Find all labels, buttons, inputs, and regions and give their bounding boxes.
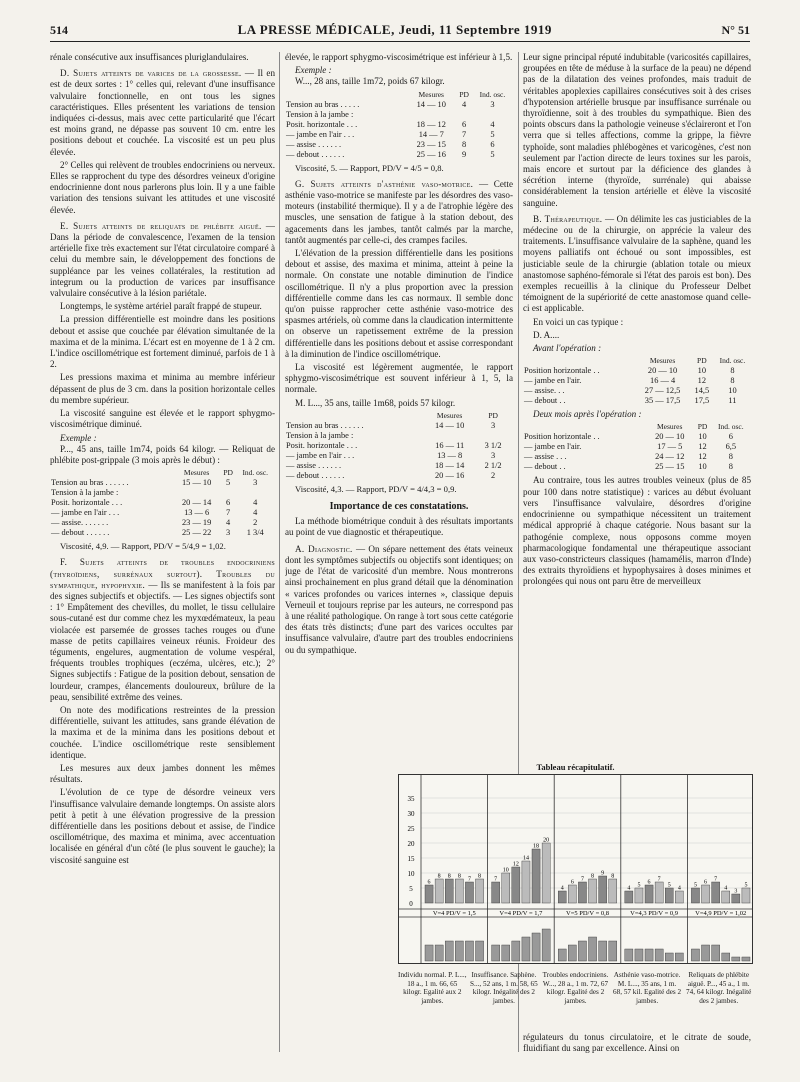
osc-bar bbox=[568, 945, 576, 961]
osc-bar bbox=[691, 949, 699, 961]
measure-table: Mesures PD Ind. osc. Position horizontale . . 20 — 10 10 8 — jambe en l'air. 16 — 4 12 8 — assise. . . 27 — 12,5 14,5 10 — debout . . 35 — 17,5 17,5 11 bbox=[524, 356, 746, 406]
case-description: P..., 45 ans, taille 1m74, poids 64 kilogr. — Reliquat de phlébite post-grippale (3 mois après le début) : bbox=[50, 443, 275, 465]
osc-bar bbox=[558, 949, 566, 961]
data-label: 7 bbox=[580, 876, 584, 883]
pd-bar bbox=[609, 879, 617, 903]
ratio-line: Viscosité, 4,3. — Rapport, PD/V = 4/4,3 = 0,9. bbox=[295, 483, 457, 494]
data-label: 18 bbox=[533, 843, 540, 850]
osc-bar bbox=[465, 941, 473, 961]
pd-bar bbox=[599, 876, 607, 903]
pd-bar bbox=[742, 888, 750, 903]
paragraph: Leur signe principal réputé indubitable (varicosités capillaires, groupées en tête de méduse à la surface de la peau) ne dépend pas de la dilatation des veines profondes, mais traduit de véritables apoplexies capillaires consécutives soit à des crises d'hypotension artérielle brusque par insuffisance surrénale ou thyroïdienne, soit à des troubles du sympathique. Bien des points obscurs dans la pathologie veineuse s'éclaireront et l'on verra que si telles affections, comme la grippe, la fièvre typhoïde, sont maladies phlébogènes et varicogènes, c'est non seulement par l'action directe de leurs toxines sur les parois, mais encore et surtout par la déficience des glandes à sécrétion interne (thyroïde, surrénale) qui abaisse considérablement la tension artérielle et élève la viscosité sanguine. bbox=[523, 52, 751, 208]
table-label: Avant l'opération : bbox=[533, 343, 602, 354]
data-label: 4 bbox=[560, 885, 564, 892]
pd-bar bbox=[455, 879, 463, 903]
pd-bar bbox=[635, 888, 643, 903]
pd-bar bbox=[502, 873, 510, 903]
osc-bar bbox=[742, 957, 750, 961]
data-label: 6 bbox=[704, 879, 708, 886]
osc-bar bbox=[532, 933, 540, 961]
section-heading: A. Diagnostic. bbox=[295, 543, 353, 554]
osc-bar bbox=[589, 937, 597, 961]
measure-table: Mesures PD Tension au bras . . . . . . 14 — 10 3 Tension à la jambe : Posit. horizontale . . . 16 — 11 3 1/2 — jambe en l'air . . . 13 — 8 3 — assise . . . . . . 18 — 14 2 1/2 — debout . . . . . . 20 — 16 2 bbox=[286, 410, 502, 480]
data-label: 5 bbox=[667, 882, 671, 889]
data-label: 12 bbox=[512, 861, 519, 868]
ratio-label: V=4 PD/V = 1,5 bbox=[432, 910, 476, 917]
osc-bar bbox=[599, 941, 607, 961]
osc-bar bbox=[655, 949, 663, 961]
paragraph: élevée, le rapport sphygmo-viscosimétrique est inférieur à 1,5. bbox=[285, 52, 513, 62]
pd-bar bbox=[542, 843, 550, 903]
paragraph: B. Thérapeutique. — On délimite les cas justiciables de la médecine ou de la chirurgie, on apprécie la valeur des traitements. L'insuffisance valvulaire de la saphène, quand les moyens palliatifs ont échoué ou sont impossibles, est justiciable seule de la chirurgie (ablation totale ou mieux anastomose saphéno-fémorale si l'état des parois est bon). Des exemples recueillis à la clinique du Professeur Delbet témoignent de la supériorité de cette anastomose quand celle-ci est applicable. bbox=[523, 213, 751, 314]
data-label: 8 bbox=[611, 873, 615, 880]
osc-bar bbox=[732, 957, 740, 961]
measure-table: Mesures PD Ind. osc. Tension au bras . . . . . 14 — 10 4 3 Tension à la jambe : Posit. horizontale . . . 18 — 12 6 4 — jambe en l'air . . . 14 — 7 7 5 — assise . . . . . . 23 — 15 8 6 — debout . . . . . . 25 — 16 9 5 bbox=[286, 89, 506, 159]
pd-bar bbox=[512, 867, 520, 903]
recap-legend bbox=[398, 971, 753, 1005]
paragraph: régulateurs du tonus circulatoire, et le citrate de soude, fluidifiant du sang par excellence. Ainsi on bbox=[523, 1032, 751, 1054]
data-label: 5 bbox=[693, 882, 697, 889]
pd-bar bbox=[645, 885, 653, 903]
ratio-label: V=4 PD/V = 1,7 bbox=[499, 910, 543, 917]
osc-bar bbox=[702, 945, 710, 961]
paragraph: D. Sujets atteints de varices de la grossesse. — Il en est de deux sortes : 1° celles qui, relevant d'une insuffisance valvulaire fonctionnelle, en ont tous les signes caractéristiques. Elles présentent les variations de tension indiquées ci-dessus, mais avec cette particularité que l'écart est moins grand, ne dépasse pas souvent 10 cm. entre les positions debout et couchée. La viscosité est un peu plus élevée. bbox=[50, 68, 275, 157]
pd-bar bbox=[425, 885, 433, 903]
section-heading: F. Sujets atteints de troubles endocriniens (thyroïdiens, surrénaux surtout). Troubles du sympathique, hypophyxie. bbox=[50, 557, 275, 590]
tick-label: 15 bbox=[407, 855, 415, 863]
section-heading: B. Thérapeutique. bbox=[533, 213, 603, 224]
recap-title: Tableau récapitulatif. bbox=[536, 762, 615, 772]
ratio-label: V=5 PD/V = 0,8 bbox=[566, 910, 609, 917]
paragraph: A. Diagnostic. — On sépare nettement des états veineux dont les symptômes subjectifs ou objectifs sont identiques; on juge de l'état de varicosité d'un membre. Nous montrerons ainsi prochainement en plus grand détail que la dénomination « varices profondes ou varices internes », classique depuis Verneuil et toujours reprise par les auteurs, ne correspond pas à une réalité pathologique. On range à tort sous cette catégorie des états très distincts; d'une part des varices occultes par insuffisance valvulaire, d'autre part des troubles endocriniens ou du sympathique. bbox=[285, 543, 513, 655]
osc-bar bbox=[425, 945, 433, 961]
section-heading: E. Sujets atteints de reliquats de phlébite aiguë. bbox=[60, 220, 262, 231]
pd-bar bbox=[435, 879, 443, 903]
tick-label: 20 bbox=[407, 840, 415, 848]
pd-bar bbox=[625, 891, 633, 903]
data-label: 6 bbox=[427, 879, 431, 886]
pd-bar bbox=[675, 891, 683, 903]
data-label: 8 bbox=[447, 873, 451, 880]
pd-bar bbox=[558, 891, 566, 903]
legend-item: Insuffisance. Saphène. S..., 52 ans, 1 m. 58, 65 kilogr. Inégalité des 2 jambes. bbox=[470, 971, 538, 1005]
tick-label: 10 bbox=[407, 870, 415, 878]
osc-bar bbox=[542, 929, 550, 961]
paragraph: En voici un cas typique : bbox=[533, 316, 624, 327]
pd-bar bbox=[655, 882, 663, 903]
section-title: Importance de ces constatations. bbox=[329, 501, 469, 513]
osc-bar bbox=[445, 941, 453, 961]
paragraph: E. Sujets atteints de reliquats de phlébite aiguë. — Dans la période de convalescence, l'examen de la tension artérielle fixe très exactement sur l'état circulatoire comparé à celui du membre sain, le développement des fonctions de suppléance par les veines collatérales, la restitution ad integrum ou la production de varices par insuffisance valvulaire consécutive à la lésion pariétale. bbox=[50, 220, 275, 299]
case-description: M. L..., 35 ans, taille 1m68, poids 57 kilogr. bbox=[295, 397, 456, 408]
data-label: 5 bbox=[744, 882, 748, 889]
pd-bar bbox=[589, 879, 597, 903]
paragraph: On note des modifications restreintes de la pression différentielle, suivant les attitudes, sans grande élévation de la maxima et de la minima dans les positions debout et couchée. L'indice oscillométrique reste sensiblement identique. bbox=[50, 704, 275, 760]
tick-label: 30 bbox=[407, 810, 415, 818]
osc-bar bbox=[455, 941, 463, 961]
data-label: 8 bbox=[478, 873, 482, 880]
osc-bar bbox=[609, 941, 617, 961]
pd-bar bbox=[465, 882, 473, 903]
data-label: 7 bbox=[494, 876, 498, 883]
paragraph: Au contraire, tous les autres troubles veineux (plus de 85 pour 100 dans notre statistique) : varices au début évoluant vers l'insuffisance valvulaire, désordres d'origine endocrinienne ou sympathique nécessitent un traitement médical approprié à chaque catégorie. Nous basant sur la pathogénie complexe, nous opposons comme moyen pharmacologique fondamental une thérapeutique associant aux vaso-constricteurs classiques (hamamélis, marron d'Inde) des extraits thyroïdiens et hypophysaires à doses minimes et prolongées qui nous ont paru être de merveilleux bbox=[523, 475, 751, 587]
osc-bar bbox=[625, 949, 633, 961]
ratio-label: V=4,3 PD/V = 0,9 bbox=[630, 910, 679, 917]
page-header bbox=[50, 22, 750, 42]
osc-bar bbox=[476, 941, 484, 961]
data-label: 4 bbox=[627, 885, 631, 892]
osc-bar bbox=[635, 949, 643, 961]
data-label: 4 bbox=[724, 885, 728, 892]
paragraph: rénale consécutive aux insuffisances pluriglandulaires. bbox=[50, 52, 249, 62]
osc-bar bbox=[435, 945, 443, 961]
tick-label: 35 bbox=[407, 795, 415, 803]
column-rule bbox=[279, 52, 280, 1052]
pd-bar bbox=[445, 879, 453, 903]
paragraph: La méthode biométrique conduit à des résultats importants au point de vue diagnostic et thérapeutique. bbox=[285, 516, 513, 538]
data-label: 7 bbox=[467, 876, 471, 883]
osc-bar bbox=[522, 937, 530, 961]
data-label: 6 bbox=[570, 879, 574, 886]
paragraph: Les mesures aux deux jambes donnent les mêmes résultats. bbox=[50, 762, 275, 785]
tick-label: 5 bbox=[409, 885, 413, 893]
paragraph: La viscosité sanguine est élevée et le rapport sphygmo-viscosimétrique diminué. bbox=[50, 408, 275, 430]
case-description: W..., 28 ans, taille 1m72, poids 67 kilogr. bbox=[295, 76, 445, 87]
osc-bar bbox=[512, 941, 520, 961]
paragraph: L'évolution de ce type de désordre veineux vers l'insuffisance valvulaire demande longtemps. On assiste alors petit à petit à une élévation progressive de la pression différentielle dans les positions debout et assise, de l'indice oscillométrique, des maxima et minima, avec accentuation localisée en général d'un côté (le plus souvent le gauche); la viscosité sanguine est bbox=[50, 787, 275, 865]
pd-bar bbox=[732, 894, 740, 903]
paragraph: G. Sujets atteints d'asthénie vaso-motrice. — Cette asthénie vaso-motrice se manifeste par les désordres des vaso-moteurs (instabilité thermique). Il y a de l'atrophie légère des muscles, une sensation de fatigue à la station debout, des agacements dans les jambes, tantôt calmés par la marche, tantôt augmentés par celle-ci, des crampes faciles. bbox=[285, 178, 513, 245]
pd-bar bbox=[532, 849, 540, 903]
osc-bar bbox=[722, 953, 730, 961]
section-heading: G. Sujets atteints d'asthénie vaso-motrice. bbox=[295, 178, 474, 189]
tick-label: 25 bbox=[407, 825, 415, 833]
osc-bar bbox=[578, 941, 586, 961]
pd-bar bbox=[522, 861, 530, 903]
ratio-line: Viscosité, 5. — Rapport, PD/V = 4/5 = 0,8. bbox=[295, 162, 444, 173]
pd-bar bbox=[578, 882, 586, 903]
data-label: 8 bbox=[457, 873, 461, 880]
pd-bar bbox=[665, 888, 673, 903]
ratio-label: V=4,9 PD/V = 1,02 bbox=[695, 910, 747, 917]
osc-bar bbox=[645, 949, 653, 961]
section-heading: D. Sujets atteints de varices de la grossesse. bbox=[60, 68, 242, 79]
example-label: Exemple : bbox=[60, 432, 97, 443]
osc-bar bbox=[675, 953, 683, 961]
paragraph: La pression différentielle est moindre dans les positions debout et assise que couchée par élévation simultanée de la maxima et de la minima. L'écart est en moyenne de 1 à 2 cm. L'indice oscillométrique est fortement diminué, parfois de 1 à 2. bbox=[50, 314, 275, 370]
ratio-line: Viscosité, 4,9. — Rapport, PD/V = 5/4,9 = 1,02. bbox=[60, 541, 226, 552]
journal-title: LA PRESSE MÉDICALE, Jeudi, 11 Septembre 1919 bbox=[237, 22, 552, 37]
pd-bar bbox=[568, 885, 576, 903]
column-1 bbox=[50, 52, 275, 1062]
data-label: 8 bbox=[437, 873, 441, 880]
pd-bar bbox=[712, 882, 720, 903]
data-label: 8 bbox=[591, 873, 595, 880]
page-number: 514 bbox=[50, 23, 68, 37]
osc-bar bbox=[502, 945, 510, 961]
legend-item: Troubles endocriniens. W..., 28 a., 1 m. 72, 67 kilogr. Egalité des 2 jambes. bbox=[542, 971, 609, 1005]
paragraph: La viscosité est légèrement augmentée, le rapport sphygmo-viscosimétrique est souvent inférieur à 1, 5, la normale. bbox=[285, 362, 513, 395]
osc-bar bbox=[492, 945, 500, 961]
case-description: D. A.... bbox=[533, 329, 560, 340]
data-label: 6 bbox=[647, 879, 651, 886]
issue-number: N° 51 bbox=[721, 23, 750, 37]
measure-table: Mesures PD Ind. osc. Tension au bras . . . . . . 15 — 10 5 3 Tension à la jambe : Posit. horizontale . . . 20 — 14 6 4 — jambe en l'air . . . 13 — 6 7 4 — assise. . . . . . . 23 — 19 4 2 — debout . . . . . . 25 — 22 3 1 3/4 bbox=[51, 468, 269, 538]
pd-bar bbox=[722, 891, 730, 903]
example-label: Exemple : bbox=[295, 65, 332, 76]
data-label: 9 bbox=[601, 870, 605, 877]
pd-bar bbox=[691, 888, 699, 903]
legend-item: Reliquats de phlébite aiguë. P..., 45 a., 1 m. 74, 64 kilogr. Inégalité des 2 jambes. bbox=[686, 971, 752, 1005]
data-label: 10 bbox=[502, 867, 509, 874]
paragraph: Longtemps, le système artériel paraît frappé de stupeur. bbox=[60, 301, 262, 312]
data-label: 7 bbox=[657, 876, 661, 883]
paragraph: 2° Celles qui relèvent de troubles endocriniens ou nerveux. Elles se rapprochent du type des désordres veineux d'origine endocrinienne dont nous parlerons plus loin. Il y a une faible variation des tensions suivant les attitudes et une viscosité élevée. bbox=[50, 159, 275, 215]
pd-bar bbox=[492, 882, 500, 903]
data-label: 7 bbox=[714, 876, 718, 883]
legend-item: Asthénie vaso-motrice. M. L..., 35 ans, 1 m. 68, 57 kil. Egalité des 2 jambes. bbox=[613, 971, 682, 1005]
paragraph: Les pressions maxima et minima au membre inférieur dépassent de plus de 3 cm. dans la position horizontale celles du membre supérieur. bbox=[50, 372, 275, 405]
data-label: 14 bbox=[522, 855, 529, 862]
paragraph: L'élévation de la pression différentielle dans les positions debout et assise, des maxima et minima, atteint à peine la normale. On constate une notable diminution de l'indice oscillométrique. Il n'y a plus proportion avec la pression différentielle comme dans les cas normaux. Il semble donc qu'on puisse rapprocher cette asthénie vaso-motrice des spasmes artériels, où comme dans la claudication intermittente on observe un rapetissement extrême de la pression différentielle dans les positions debout et assise correspondant à la diminution de l'indice oscillométrique. bbox=[285, 248, 513, 359]
data-label: 4 bbox=[677, 885, 681, 892]
osc-bar bbox=[712, 945, 720, 961]
osc-bar bbox=[665, 953, 673, 961]
pd-bar bbox=[702, 885, 710, 903]
recap-figure bbox=[398, 758, 753, 1005]
data-label: 5 bbox=[637, 882, 641, 889]
data-label: 20 bbox=[543, 837, 550, 844]
measure-table: Mesures PD Ind. osc. Position horizontale . . 20 — 10 10 6 — jambe en l'air. 17 — 5 12 6,5 — assise . . . 24 — 12 12 8 — debout . . 25 — 15 10 8 bbox=[524, 422, 744, 472]
legend-item: Individu normal. P. L..., 18 a., 1 m. 66, 65 kilogr. Egalité aux 2 jambes. bbox=[398, 971, 467, 1005]
table-label: Deux mois après l'opération : bbox=[533, 409, 642, 420]
data-label: 3 bbox=[734, 888, 738, 895]
pd-bar bbox=[476, 879, 484, 903]
tick-label: 0 bbox=[409, 900, 413, 908]
paragraph: F. Sujets atteints de troubles endocriniens (thyroïdiens, surrénaux surtout). Troubles du sympathique, hypophyxie. — Ils se manifestent à la fois par des signes subjectifs et objectifs. — Les signes objectifs sont : 1° Empâtement des chevilles, du mollet, le tissu cellulaire sous-cutané est dur comme chez les myxœdémateux, la peau violacée est parsemée de grosses taches rouges ou d'une masse de petits capillaires veineux réunis. Froideur des téguments, engelures, augmentation de volume vespéral, fréquents troubles trophiques (eczéma, ulcères, etc.); 2° Signes subjectifs : Fatigue de la position debout, sensation de lourdeur, crampes, élancements douloureux, brûlure de la peau, sensibilité extrême des veines. bbox=[50, 557, 275, 702]
recap-chart bbox=[398, 774, 753, 964]
